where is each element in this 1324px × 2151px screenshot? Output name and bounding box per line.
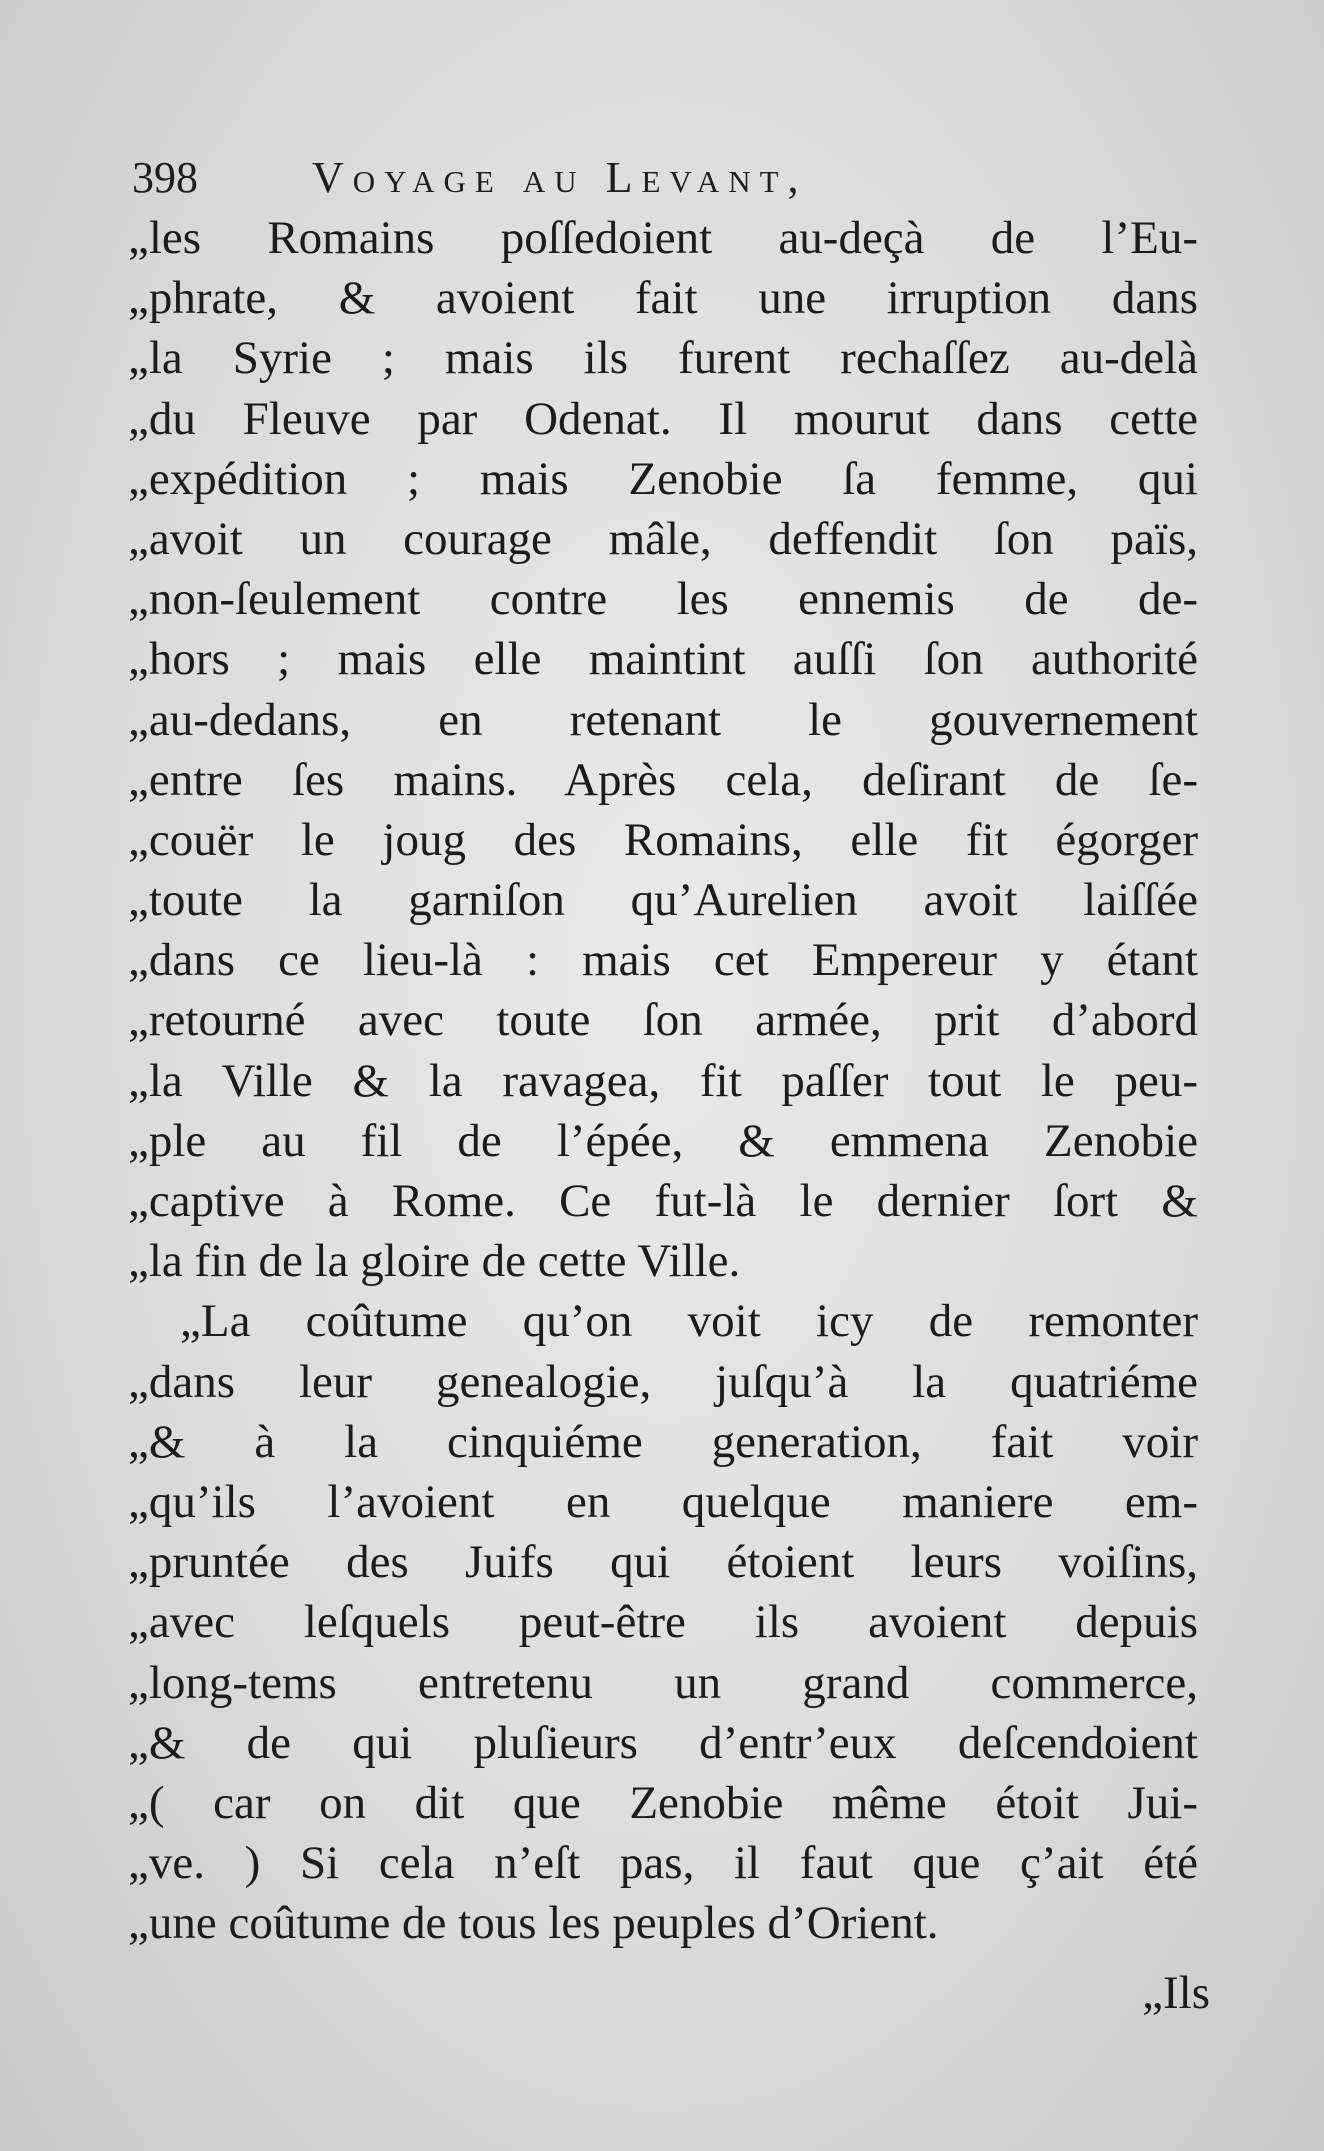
- text-line: „expédition ; mais Zenobie ſa femme, qui: [128, 452, 1198, 505]
- catchword: „Ils: [1142, 1967, 1210, 2019]
- text-line: „dans leur genealogie, juſqu’à la quatriéme: [128, 1355, 1198, 1408]
- running-title: Voyage au Levant,: [312, 153, 808, 202]
- text-line: „avoit un courage mâle, deffendit ſon païs,: [128, 512, 1198, 565]
- text-line: „au-dedans, en retenant le gouvernement: [128, 693, 1198, 746]
- paragraph-end-line: „la fin de la gloire de cette Ville.: [128, 1235, 741, 1288]
- text-line: „dans ce lieu-là : mais cet Empereur y étant: [128, 934, 1198, 987]
- text-line: „qu’ils l’avoient en quelque maniere em-: [128, 1475, 1198, 1528]
- text-line: „( car on dit que Zenobie même étoit Jui-: [128, 1776, 1198, 1829]
- running-head: [132, 152, 1032, 202]
- text-line: „retourné avec toute ſon armée, prit d’abord: [128, 994, 1198, 1047]
- text-line: „captive à Rome. Ce fut-là le dernier ſort &: [128, 1175, 1198, 1227]
- text-line: „entre ſes mains. Après cela, deſirant de ſe-: [128, 753, 1198, 806]
- text-line: „& à la cinquiéme generation, fait voir: [128, 1415, 1198, 1468]
- text-line: „hors ; mais elle maintint auſſi ſon authorité: [128, 633, 1198, 686]
- page-number: 398: [132, 153, 198, 202]
- text-line: „la Syrie ; mais ils furent rechaſſez au-delà: [128, 332, 1198, 385]
- text-line: „du Fleuve par Odenat. Il mourut dans cette: [128, 392, 1198, 445]
- text-line: „long-tems entretenu un grand commerce,: [128, 1656, 1198, 1709]
- text-line: „couër le joug des Romains, elle fit égorger: [128, 813, 1198, 866]
- text-line: „toute la garniſon qu’Aurelien avoit laiſſée: [128, 874, 1198, 927]
- text-line: „non-ſeulement contre les ennemis de de-: [128, 573, 1198, 626]
- text-line: „pruntée des Juifs qui étoient leurs voiſins,: [128, 1536, 1198, 1589]
- text-line: „les Romains poſſedoient au-deçà de l’Eu-: [128, 212, 1198, 264]
- text-line: „avec leſquels peut-être ils avoient depuis: [128, 1596, 1198, 1649]
- body-text: [128, 208, 1198, 1953]
- paragraph-end-line: „une coûtume de tous les peuples d’Orient.: [128, 1897, 939, 1950]
- text-line: „& de qui pluſieurs d’entr’eux deſcendoient: [128, 1716, 1198, 1769]
- text-line: „la Ville & la ravagea, fit paſſer tout le peu-: [128, 1054, 1198, 1107]
- text-line: „ve. ) Si cela n’eſt pas, il faut que ç’ait été: [128, 1837, 1198, 1890]
- text-line: „ple au fil de l’épée, & emmena Zenobie: [128, 1114, 1198, 1167]
- paragraph-start-line: „La coûtume qu’on voit icy de remonter: [180, 1295, 1198, 1348]
- text-line: „phrate, & avoient fait une irruption dans: [128, 272, 1198, 325]
